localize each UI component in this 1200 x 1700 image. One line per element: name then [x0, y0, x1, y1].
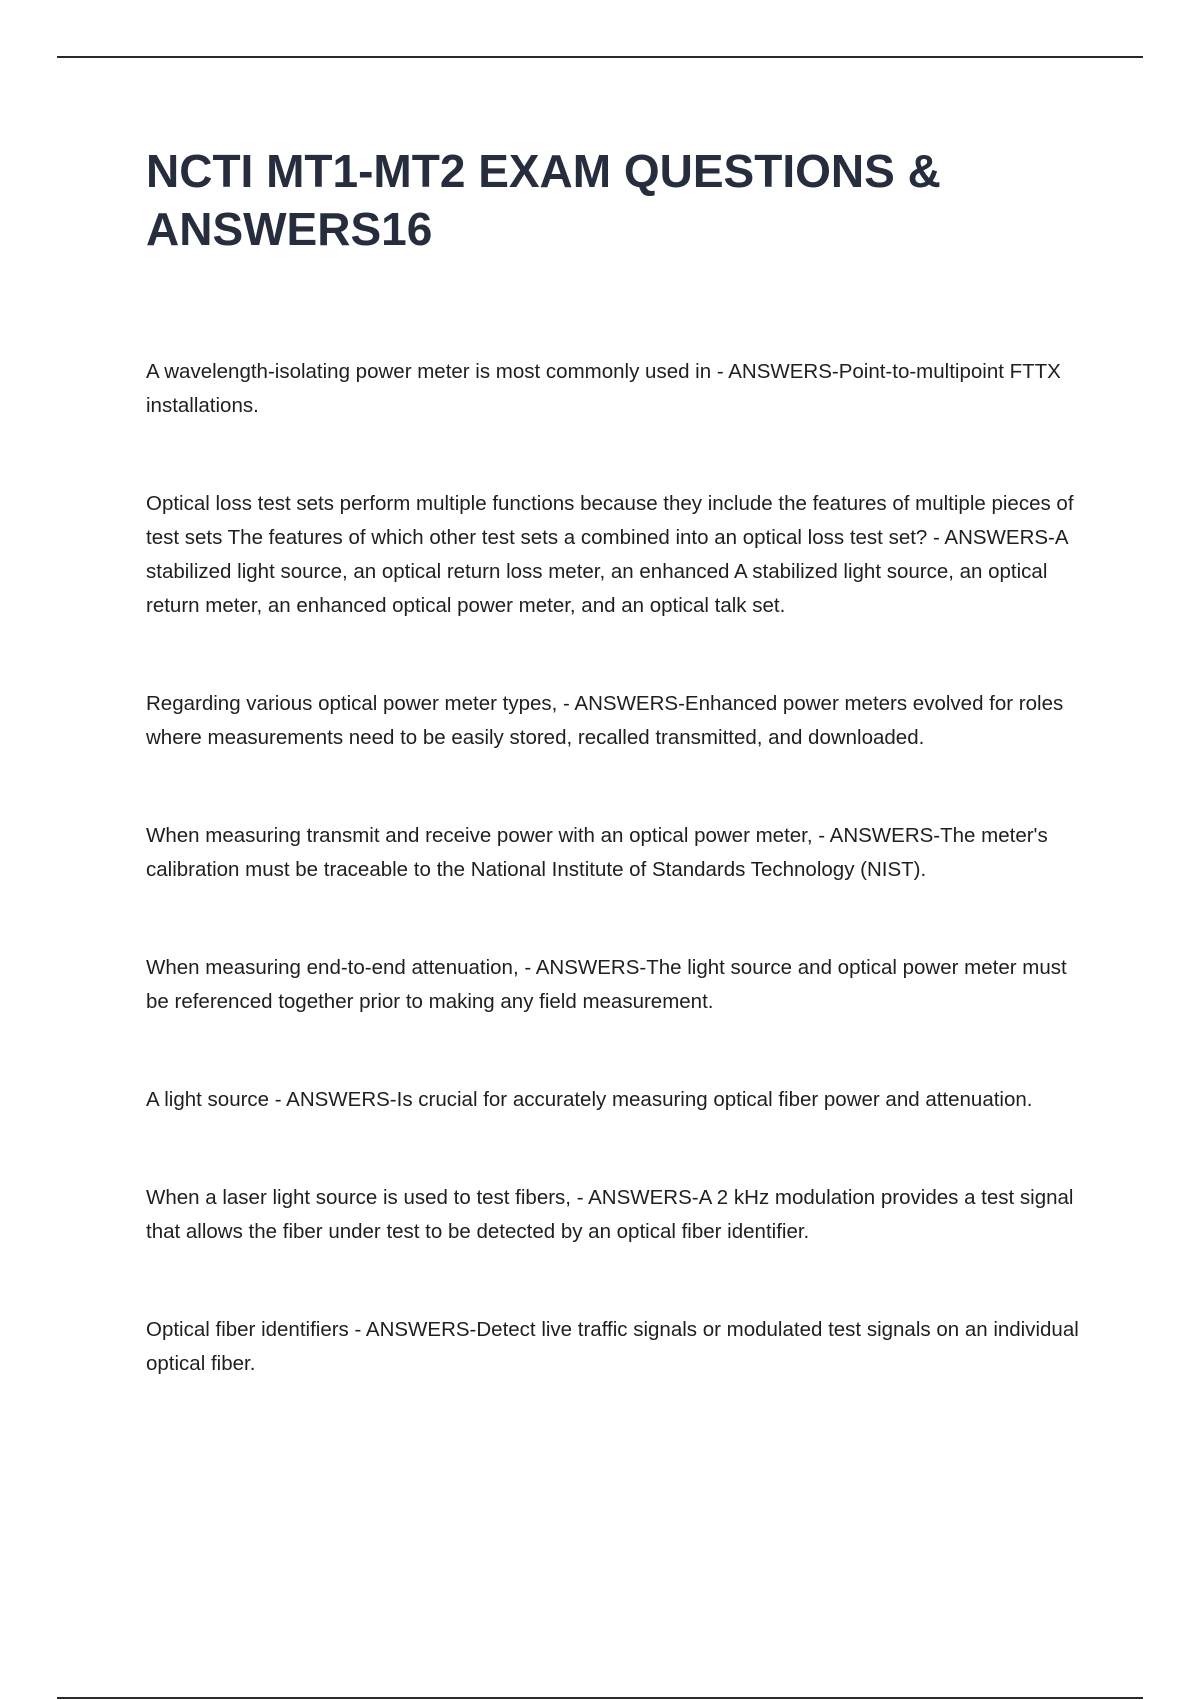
qa-item-6: A light source - ANSWERS-Is crucial for accurately measuring optical fiber power and attenuation.: [146, 1088, 1033, 1111]
qa-item-5: When measuring end-to-end attenuation, - ANSWERS-The light source and optical power meter must be referenced together prior to making any field measurement.: [146, 956, 1067, 1013]
qa-item-7: When a laser light source is used to test fibers, - ANSWERS-A 2 kHz modulation provides a test signal that allows the fiber under test to be detected by an optical fiber identifier.: [146, 1186, 1074, 1243]
footer-divider: [57, 1697, 1143, 1699]
qa-item-8: Optical fiber identifiers - ANSWERS-Detect live traffic signals or modulated test signals on an individual optical fiber.: [146, 1318, 1079, 1375]
qa-item-4: When measuring transmit and receive power with an optical power meter, - ANSWERS-The meter's calibration must be traceable to the National Institute of Standards Technology (NIST).: [146, 824, 1048, 881]
qa-item-1: A wavelength-isolating power meter is most commonly used in - ANSWERS-Point-to-multipoint FTTX installations.: [146, 360, 1061, 417]
page-title: NCTI MT1-MT2 EXAM QUESTIONS & ANSWERS16: [146, 145, 941, 255]
qa-item-2: Optical loss test sets perform multiple functions because they include the features of multiple pieces of test sets The features of which other test sets a combined into an optical loss test set? - ANSWERS-A stabilized light source, an optical return loss meter, an enhanced A stabilized light source, an optical return meter, an enhanced optical power meter, and an optical talk set.: [146, 492, 1074, 617]
header-divider: [57, 56, 1143, 58]
qa-item-3: Regarding various optical power meter types, - ANSWERS-Enhanced power meters evolved for roles where measurements need to be easily stored, recalled transmitted, and downloaded.: [146, 692, 1064, 749]
qa-list: [146, 355, 1086, 1381]
